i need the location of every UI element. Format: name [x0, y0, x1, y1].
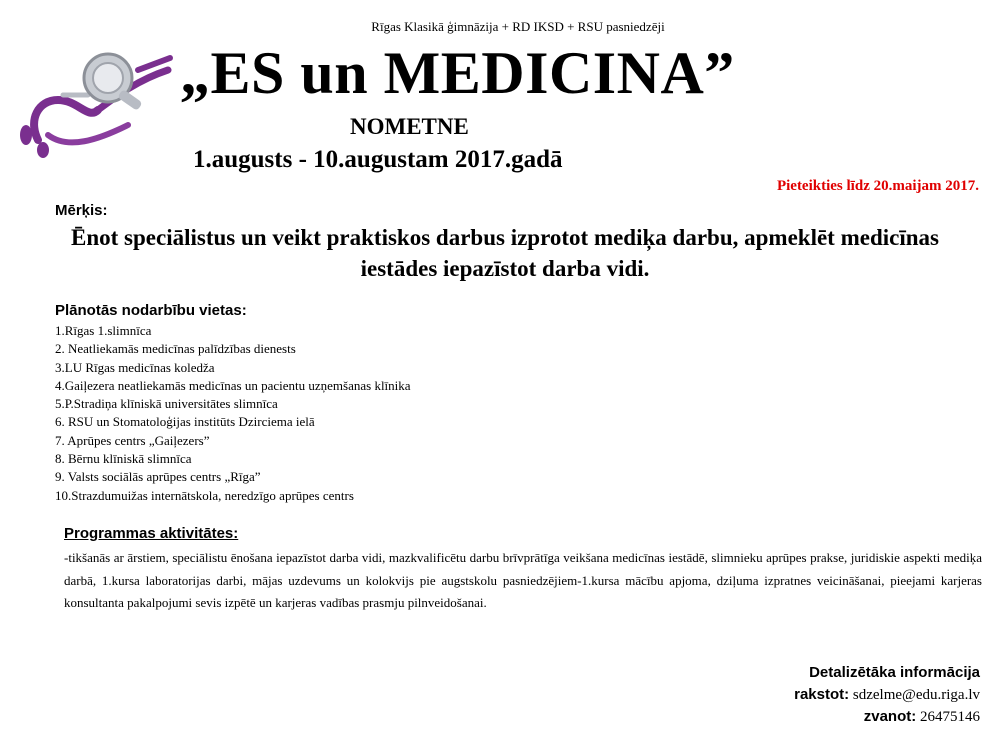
phone-label: zvanot:	[863, 708, 917, 725]
email-link[interactable]: sdzelme@edu.riga.lv	[852, 686, 980, 703]
dates: 1.augusts - 10.augustam 2017.gadā	[193, 146, 563, 173]
stethoscope-icon	[18, 40, 178, 160]
page-title: „ES un MEDICINA”	[180, 40, 735, 106]
goal-text: Ēnot speciālistus un veikt praktiskos darbus izprotot mediķa darbu, apmeklēt medicīnas iestādes iepazīstot darba vidi.	[71, 225, 939, 281]
list-item: 8. Bērnu klīniskā slimnīca	[55, 451, 192, 467]
list-item: 1.Rīgas 1.slimnīca	[55, 323, 152, 338]
activities-text: -tikšanās ar ārstiem, speciālistu ēnošana iepazīstot darba vidi, mazkvalificētu darbu brīvprātīga veikšana medicīnas iestādē, slimnieku aprūpes prakse, juridiskie aspekti mediķa darbā, 1.kursa laboratorijas darbi, mājas uzdevums un kolokvijs pie augstskolu pasniedzējiem-1.kursa mācību apjoma, dziļuma izpratnes veicināšanai, pieejami karjeras konsultanta pakalpojumi sevis izpētē un karjeras vadības prasmju pilnveidošanai.	[64, 550, 982, 610]
list-item: 4.Gaiļezera neatliekamās medicīnas un pacientu uzņemšanas klīnika	[55, 377, 411, 393]
list-item: 3.LU Rīgas medicīnas koledža	[55, 359, 215, 375]
places-label: Plānotās nodarbību vietas:	[55, 302, 247, 319]
list-item: 7. Aprūpes centrs „Gaiļezers”	[55, 432, 210, 448]
contact-block	[794, 662, 980, 729]
phone-line	[794, 706, 980, 729]
subtitle: NOMETNE	[350, 114, 469, 139]
deadline-notice: Pieteikties līdz 20.maijam 2017.	[776, 178, 979, 194]
activities-label: Programmas aktivitātes:	[64, 525, 239, 542]
goal-label: Mērķis:	[55, 202, 108, 219]
list-item: 9. Valsts sociālās aprūpes centrs „Rīga”	[55, 469, 261, 485]
contact-heading: Detalizētāka informācija	[809, 664, 980, 681]
list-item: 6. RSU un Stomatoloģijas institūts Dzirciema ielā	[55, 414, 315, 430]
email-label: rakstot:	[794, 685, 850, 703]
list-item: 5.P.Stradiņa klīniskā universitātes slimnīca	[55, 396, 278, 412]
list-item: 2. Neatliekamās medicīnas palīdzības dienests	[55, 341, 296, 357]
list-item: 10.Strazdumuižas internātskola, neredzīgo aprūpes centrs	[55, 487, 354, 503]
email-line	[794, 684, 980, 707]
places-list	[55, 322, 411, 505]
organizers-line: Rīgas Klasikā ģimnāzija + RD IKSD + RSU pasniedzēji	[371, 19, 665, 34]
phone-number: 26475146	[920, 709, 980, 725]
